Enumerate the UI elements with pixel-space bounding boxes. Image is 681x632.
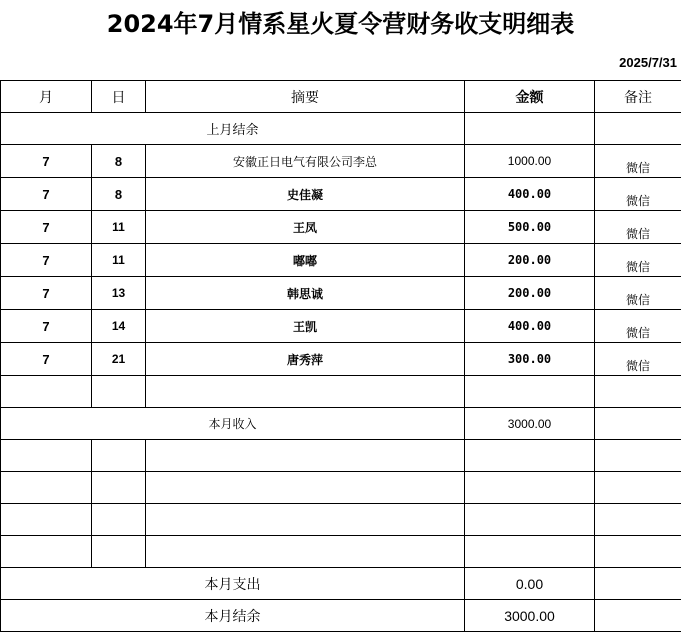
row-summary: 史佳凝 bbox=[146, 178, 465, 211]
row-summary: 韩思诚 bbox=[146, 277, 465, 310]
empty-cell bbox=[595, 536, 681, 568]
row-note: 微信 bbox=[595, 310, 681, 343]
table-row bbox=[1, 145, 681, 178]
carry-over-note bbox=[595, 113, 681, 145]
table-row bbox=[1, 343, 681, 376]
row-amount: 1000.00 bbox=[465, 145, 595, 178]
income-label: 本月收入 bbox=[1, 408, 465, 440]
table-row bbox=[1, 178, 681, 211]
table-row bbox=[1, 310, 681, 343]
header-note: 备注 bbox=[595, 81, 681, 113]
empty-cell bbox=[465, 536, 595, 568]
row-note: 微信 bbox=[595, 178, 681, 211]
income-amount: 3000.00 bbox=[465, 408, 595, 440]
empty-cell bbox=[595, 472, 681, 504]
row-month: 7 bbox=[1, 244, 92, 277]
income-note bbox=[595, 408, 681, 440]
row-month: 7 bbox=[1, 343, 92, 376]
row-month: 7 bbox=[1, 178, 92, 211]
row-summary: 王凯 bbox=[146, 310, 465, 343]
empty-cell bbox=[465, 472, 595, 504]
row-note: 微信 bbox=[595, 244, 681, 277]
row-day: 14 bbox=[92, 310, 146, 343]
empty-cell bbox=[595, 440, 681, 472]
row-summary: 嘟嘟 bbox=[146, 244, 465, 277]
empty-cell bbox=[146, 440, 465, 472]
header-amount: 金额 bbox=[465, 81, 595, 113]
row-day: 21 bbox=[92, 343, 146, 376]
empty-row bbox=[1, 376, 681, 408]
expense-row bbox=[1, 568, 681, 600]
header-day: 日 bbox=[92, 81, 146, 113]
balance-amount: 3000.00 bbox=[465, 600, 595, 632]
empty-cell bbox=[465, 504, 595, 536]
table-row bbox=[1, 211, 681, 244]
balance-label: 本月结余 bbox=[1, 600, 465, 632]
row-month: 7 bbox=[1, 211, 92, 244]
empty-cell bbox=[1, 440, 92, 472]
row-note: 微信 bbox=[595, 145, 681, 178]
empty-cell bbox=[146, 472, 465, 504]
row-note: 微信 bbox=[595, 343, 681, 376]
empty-cell bbox=[146, 376, 465, 408]
empty-cell bbox=[465, 440, 595, 472]
row-amount: 400.00 bbox=[465, 178, 595, 211]
row-amount: 200.00 bbox=[465, 244, 595, 277]
empty-cell bbox=[92, 504, 146, 536]
finance-table bbox=[0, 80, 681, 632]
empty-row bbox=[1, 472, 681, 504]
row-day: 8 bbox=[92, 145, 146, 178]
expense-note bbox=[595, 568, 681, 600]
empty-cell bbox=[1, 536, 92, 568]
row-month: 7 bbox=[1, 310, 92, 343]
header-month: 月 bbox=[1, 81, 92, 113]
empty-cell bbox=[1, 472, 92, 504]
carry-over-row bbox=[1, 113, 681, 145]
row-day: 11 bbox=[92, 211, 146, 244]
row-summary: 安徽正日电气有限公司李总 bbox=[146, 145, 465, 178]
table-row bbox=[1, 244, 681, 277]
empty-row bbox=[1, 440, 681, 472]
expense-label: 本月支出 bbox=[1, 568, 465, 600]
empty-cell bbox=[92, 536, 146, 568]
row-note: 微信 bbox=[595, 277, 681, 310]
empty-cell bbox=[92, 376, 146, 408]
empty-row bbox=[1, 504, 681, 536]
page-title: 2024年7月情系星火夏令营财务收支明细表 bbox=[0, 0, 681, 48]
table-row bbox=[1, 277, 681, 310]
carry-over-label: 上月结余 bbox=[1, 113, 465, 145]
empty-cell bbox=[595, 504, 681, 536]
row-month: 7 bbox=[1, 277, 92, 310]
empty-row bbox=[1, 536, 681, 568]
empty-cell bbox=[1, 504, 92, 536]
carry-over-amount bbox=[465, 113, 595, 145]
row-note: 微信 bbox=[595, 211, 681, 244]
empty-cell bbox=[146, 504, 465, 536]
header-row bbox=[1, 81, 681, 113]
empty-cell bbox=[1, 376, 92, 408]
empty-cell bbox=[92, 440, 146, 472]
balance-note bbox=[595, 600, 681, 632]
row-summary: 王凤 bbox=[146, 211, 465, 244]
header-summary: 摘要 bbox=[146, 81, 465, 113]
row-amount: 200.00 bbox=[465, 277, 595, 310]
empty-cell bbox=[92, 472, 146, 504]
row-day: 13 bbox=[92, 277, 146, 310]
row-month: 7 bbox=[1, 145, 92, 178]
row-amount: 500.00 bbox=[465, 211, 595, 244]
empty-cell bbox=[465, 376, 595, 408]
row-amount: 400.00 bbox=[465, 310, 595, 343]
income-row bbox=[1, 408, 681, 440]
row-amount: 300.00 bbox=[465, 343, 595, 376]
expense-amount: 0.00 bbox=[465, 568, 595, 600]
row-summary: 唐秀萍 bbox=[146, 343, 465, 376]
row-day: 11 bbox=[92, 244, 146, 277]
empty-cell bbox=[595, 376, 681, 408]
balance-row bbox=[1, 600, 681, 632]
row-day: 8 bbox=[92, 178, 146, 211]
report-date: 2025/7/31 bbox=[619, 55, 677, 70]
empty-cell bbox=[146, 536, 465, 568]
